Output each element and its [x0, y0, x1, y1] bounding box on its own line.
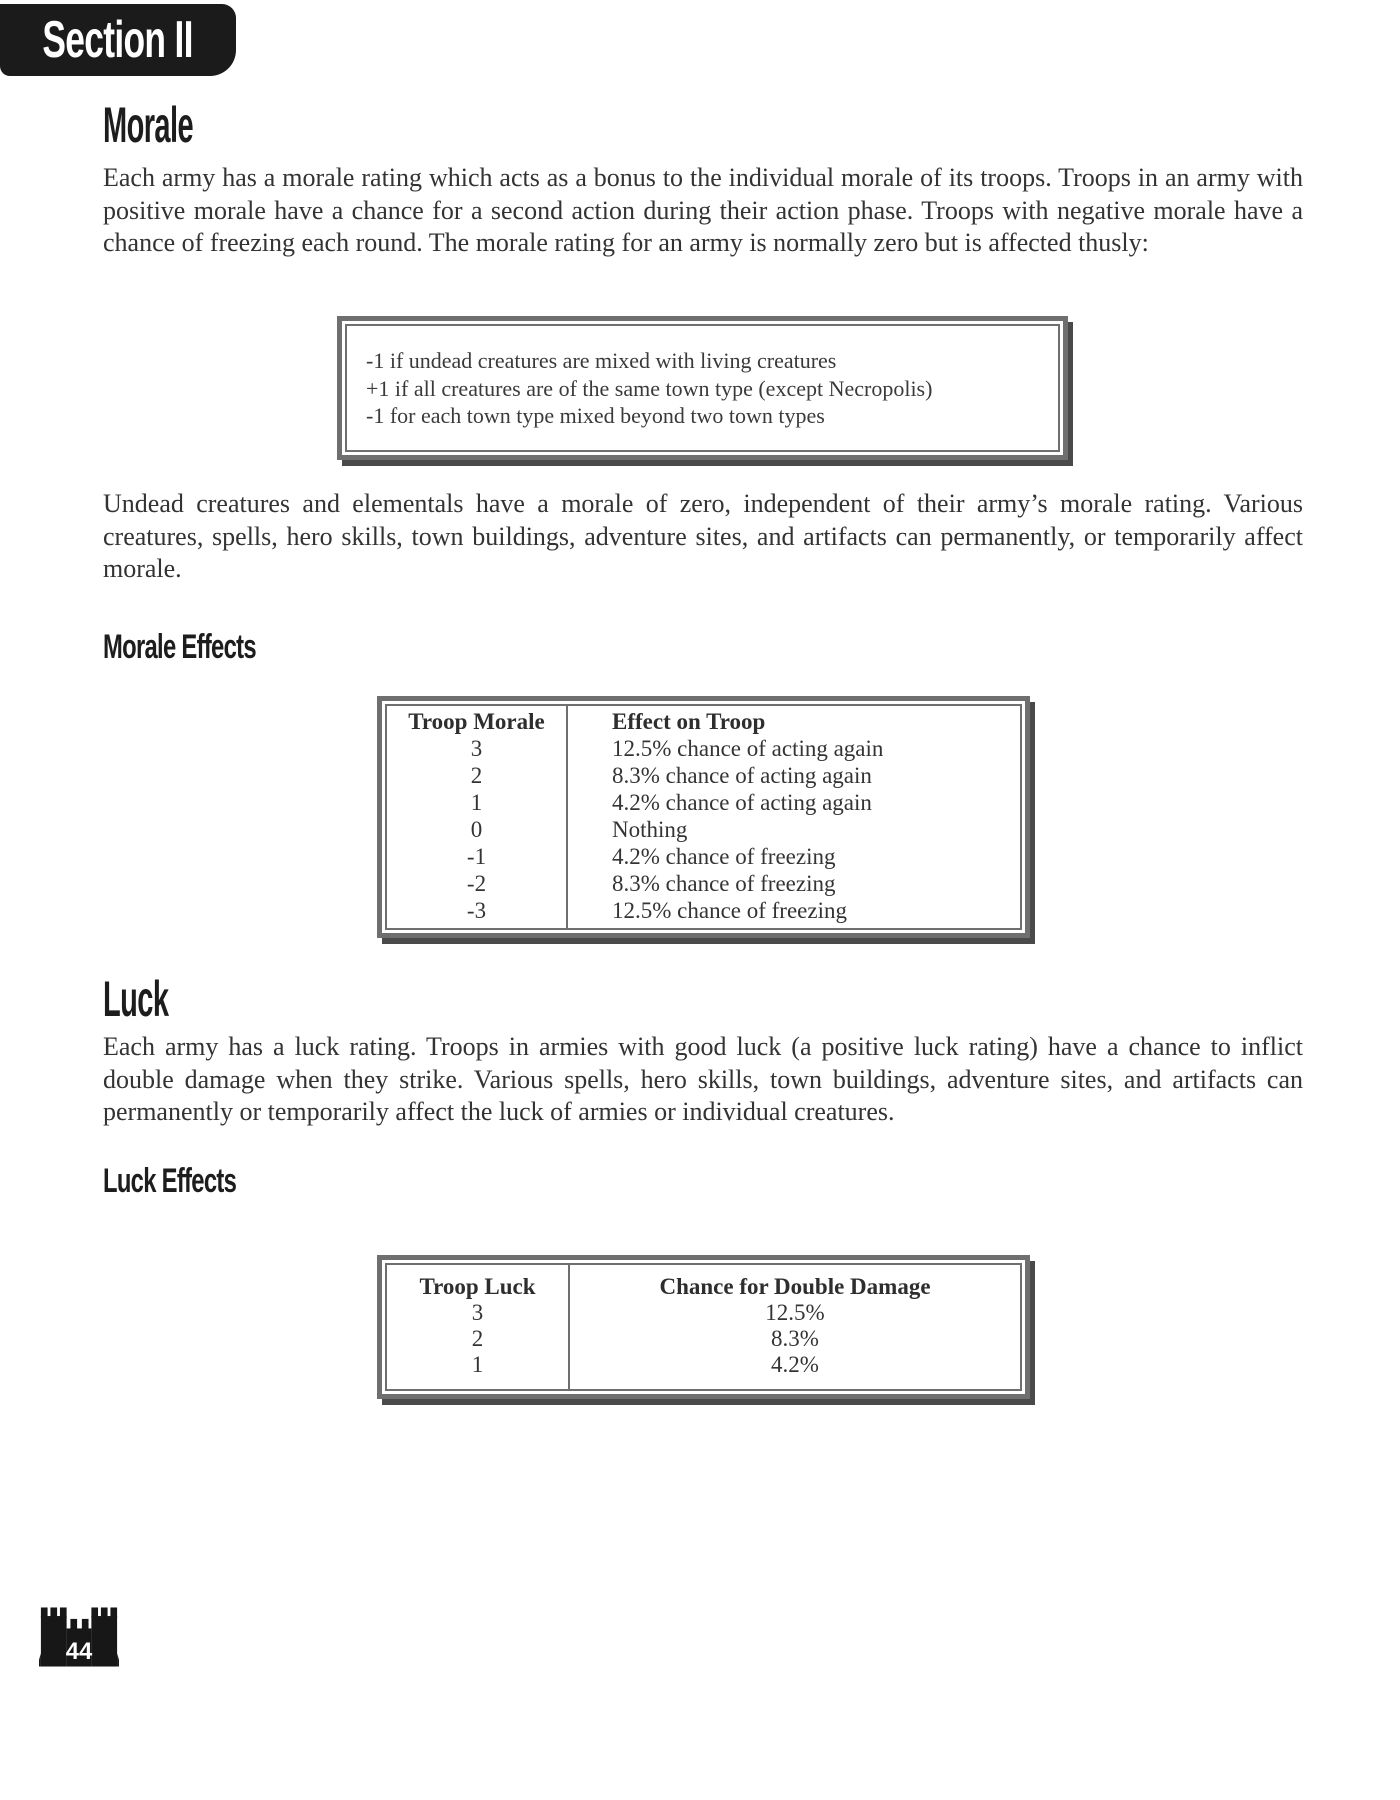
table-cell: -3: [466, 898, 487, 923]
luck-paragraph: Each army has a luck rating. Troops in armies with good luck (a positive luck rating) have a chance to inflict double damage when they strike. Various spells, hero skills, town buildings, adventure sites, and artifacts can permanently or temporarily affect the luck of armies or individual creatures.: [103, 1032, 1303, 1127]
luck-table-header: Chance for Double Damage: [659, 1274, 931, 1299]
table-cell: 3: [470, 736, 483, 761]
luck-table-column-chance: [570, 1265, 1020, 1389]
morale-table-column-troop-morale: [387, 706, 568, 928]
morale-heading: Morale: [103, 97, 193, 153]
luck-table-header: Troop Luck: [419, 1274, 536, 1299]
table-cell: 4.2%: [771, 1352, 819, 1377]
table-cell: 1: [470, 790, 483, 815]
morale-paragraph-2: Undead creatures and elementals have a morale of zero, independent of their army’s morale rating. Various creatures, spells, hero skills, town buildings, adventure sites, and artifacts can permanently, or temporarily affect morale.: [103, 489, 1303, 584]
table-cell: -2: [466, 871, 487, 896]
table-cell: 1: [471, 1352, 484, 1377]
table-cell: 8.3% chance of freezing: [612, 871, 836, 896]
section-tab: [0, 4, 236, 76]
table-cell: 12.5% chance of freezing: [612, 898, 847, 923]
morale-modifier-line: -1 if undead creatures are mixed with living creatures: [366, 348, 837, 373]
table-cell: 12.5%: [765, 1300, 825, 1325]
luck-effects-heading: Luck Effects: [103, 1162, 237, 1200]
table-cell: Nothing: [612, 817, 688, 842]
table-cell: 2: [471, 1326, 484, 1351]
table-cell: 8.3% chance of acting again: [612, 763, 872, 788]
luck-table-column-troop-luck: [387, 1265, 570, 1389]
morale-effects-table: [377, 696, 1030, 938]
table-cell: 12.5% chance of acting again: [612, 736, 884, 761]
morale-modifier-line: +1 if all creatures are of the same town type (except Necropolis): [366, 375, 933, 401]
table-cell: 4.2% chance of freezing: [612, 844, 836, 869]
page-marker-castle-icon: [39, 1606, 119, 1668]
morale-modifier-line: -1 for each town type mixed beyond two town types: [366, 403, 825, 428]
table-cell: 4.2% chance of acting again: [612, 790, 872, 815]
table-cell: -1: [466, 844, 487, 869]
table-cell: 8.3%: [771, 1326, 819, 1351]
page-number: 44: [65, 1637, 93, 1665]
morale-table-header: Effect on Troop: [612, 709, 766, 734]
morale-paragraph-1: Each army has a morale rating which acts as a bonus to the individual morale of its troops. Troops in an army with positive morale have a chance for a second action during their action phase. Troops with negative morale have a chance of freezing each round. The morale rating for an army is normally zero but is affected thusly:: [103, 163, 1303, 258]
morale-modifiers-box: [337, 316, 1068, 460]
table-cell: 0: [470, 817, 483, 842]
section-tab-label: Section II: [42, 11, 194, 69]
table-cell: 3: [471, 1300, 484, 1325]
morale-effects-heading: Morale Effects: [103, 628, 256, 666]
luck-heading: Luck: [103, 971, 169, 1027]
luck-effects-table: [377, 1255, 1030, 1399]
morale-table-column-effect: [568, 706, 1020, 928]
morale-table-header: Troop Morale: [408, 709, 545, 734]
table-cell: 2: [470, 763, 483, 788]
